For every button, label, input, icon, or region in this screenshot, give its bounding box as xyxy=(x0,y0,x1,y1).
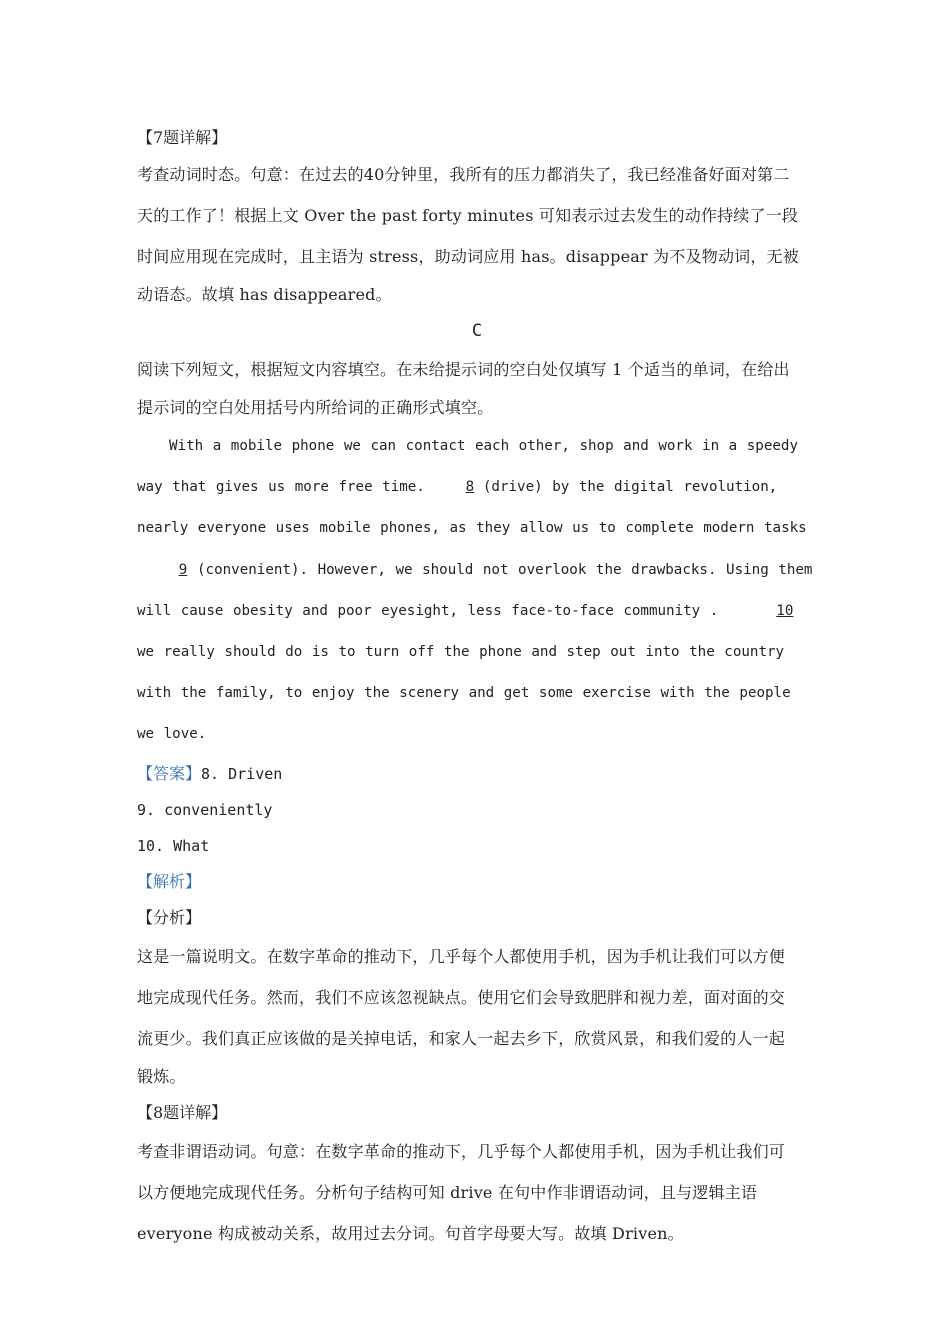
q8-line-1: 考查非谓语动词。句意：在数字革命的推动下，几乎每个人都使用手机，因为手机让我们可 xyxy=(137,1141,786,1161)
passage xyxy=(137,426,817,756)
answer-label: 【答案】 xyxy=(137,763,202,783)
answer-9: 9. conveniently xyxy=(137,800,273,819)
answer-10: 10. What xyxy=(137,836,210,855)
q7-line-4: 动语态。故填 has disappeared。 xyxy=(137,285,392,304)
q8-line-3: everyone 构成被动关系，故用过去分词。句首字母要大写。故填 Driven。 xyxy=(137,1223,684,1243)
q7-line-1: 考查动词时态。句意：在过去的40分钟里，我所有的压力都消失了，我已经准备好面对第二 xyxy=(137,165,790,184)
passage-part-4: we really should do is to turn off the phone and step out into the country with the family, to enjoy the scenery and get some exercise with the people we love. xyxy=(137,644,791,743)
answer-line-1 xyxy=(137,756,817,792)
analysis-line-1: 这是一篇说明文。在数字革命的推动下，几乎每个人都使用手机，因为手机让我们可以方便 xyxy=(137,946,786,966)
blank-10: 10 xyxy=(776,602,794,619)
analysis-label: 【解析】 xyxy=(137,871,202,891)
instruction-line-1: 阅读下列短文，根据短文内容填空。在未给提示词的空白处仅填写 1 个适当的单词，在给出 xyxy=(137,360,790,379)
answer-8: 8. Driven xyxy=(201,764,283,783)
analysis-sub-label: 【分析】 xyxy=(137,907,202,927)
passage-part-2: (drive) by the digital revolution, nearly everyone uses mobile phones, as they allow us to complete modern tasks xyxy=(137,479,807,537)
passage-part-1: With a mobile phone we can contact each other, shop and work in a speedy way that gives us more free time. xyxy=(137,438,798,496)
q7-line-3: 时间应用现在完成时，且主语为 stress，助动词应用 has。disappear 为不及物动词，无被 xyxy=(137,247,799,266)
document-page xyxy=(137,122,817,1254)
analysis-line-2: 地完成现代任务。然而，我们不应该忽视缺点。使用它们会导致肥胖和视力差，面对面的交 xyxy=(137,987,786,1007)
q8-heading: 【8题详解】 xyxy=(137,1102,228,1122)
analysis-line-3: 流更少。我们真正应该做的是关掉电话，和家人一起去乡下，欣赏风景，和我们爱的人一起 xyxy=(137,1028,786,1048)
section-title: C xyxy=(471,321,483,341)
instruction-line-2: 提示词的空白处用括号内所给词的正确形式填空。 xyxy=(137,398,494,417)
q7-line-2: 天的工作了！根据上文 Over the past forty minutes 可知表示过去发生的动作持续了一段 xyxy=(137,206,799,225)
q7-heading: 【7题详解】 xyxy=(137,128,228,147)
q8-line-2: 以方便地完成现代任务。分析句子结构可知 drive 在句中作非谓语动词，且与逻辑主语 xyxy=(137,1182,758,1202)
passage-part-3: (convenient). However, we should not overlook the drawbacks. Using them will cause obesity and poor eyesight, less face-to-face community . xyxy=(137,561,813,619)
analysis-line-4: 锻炼。 xyxy=(137,1066,186,1086)
blank-8: 8 xyxy=(465,479,475,496)
blank-9: 9 xyxy=(178,561,188,578)
